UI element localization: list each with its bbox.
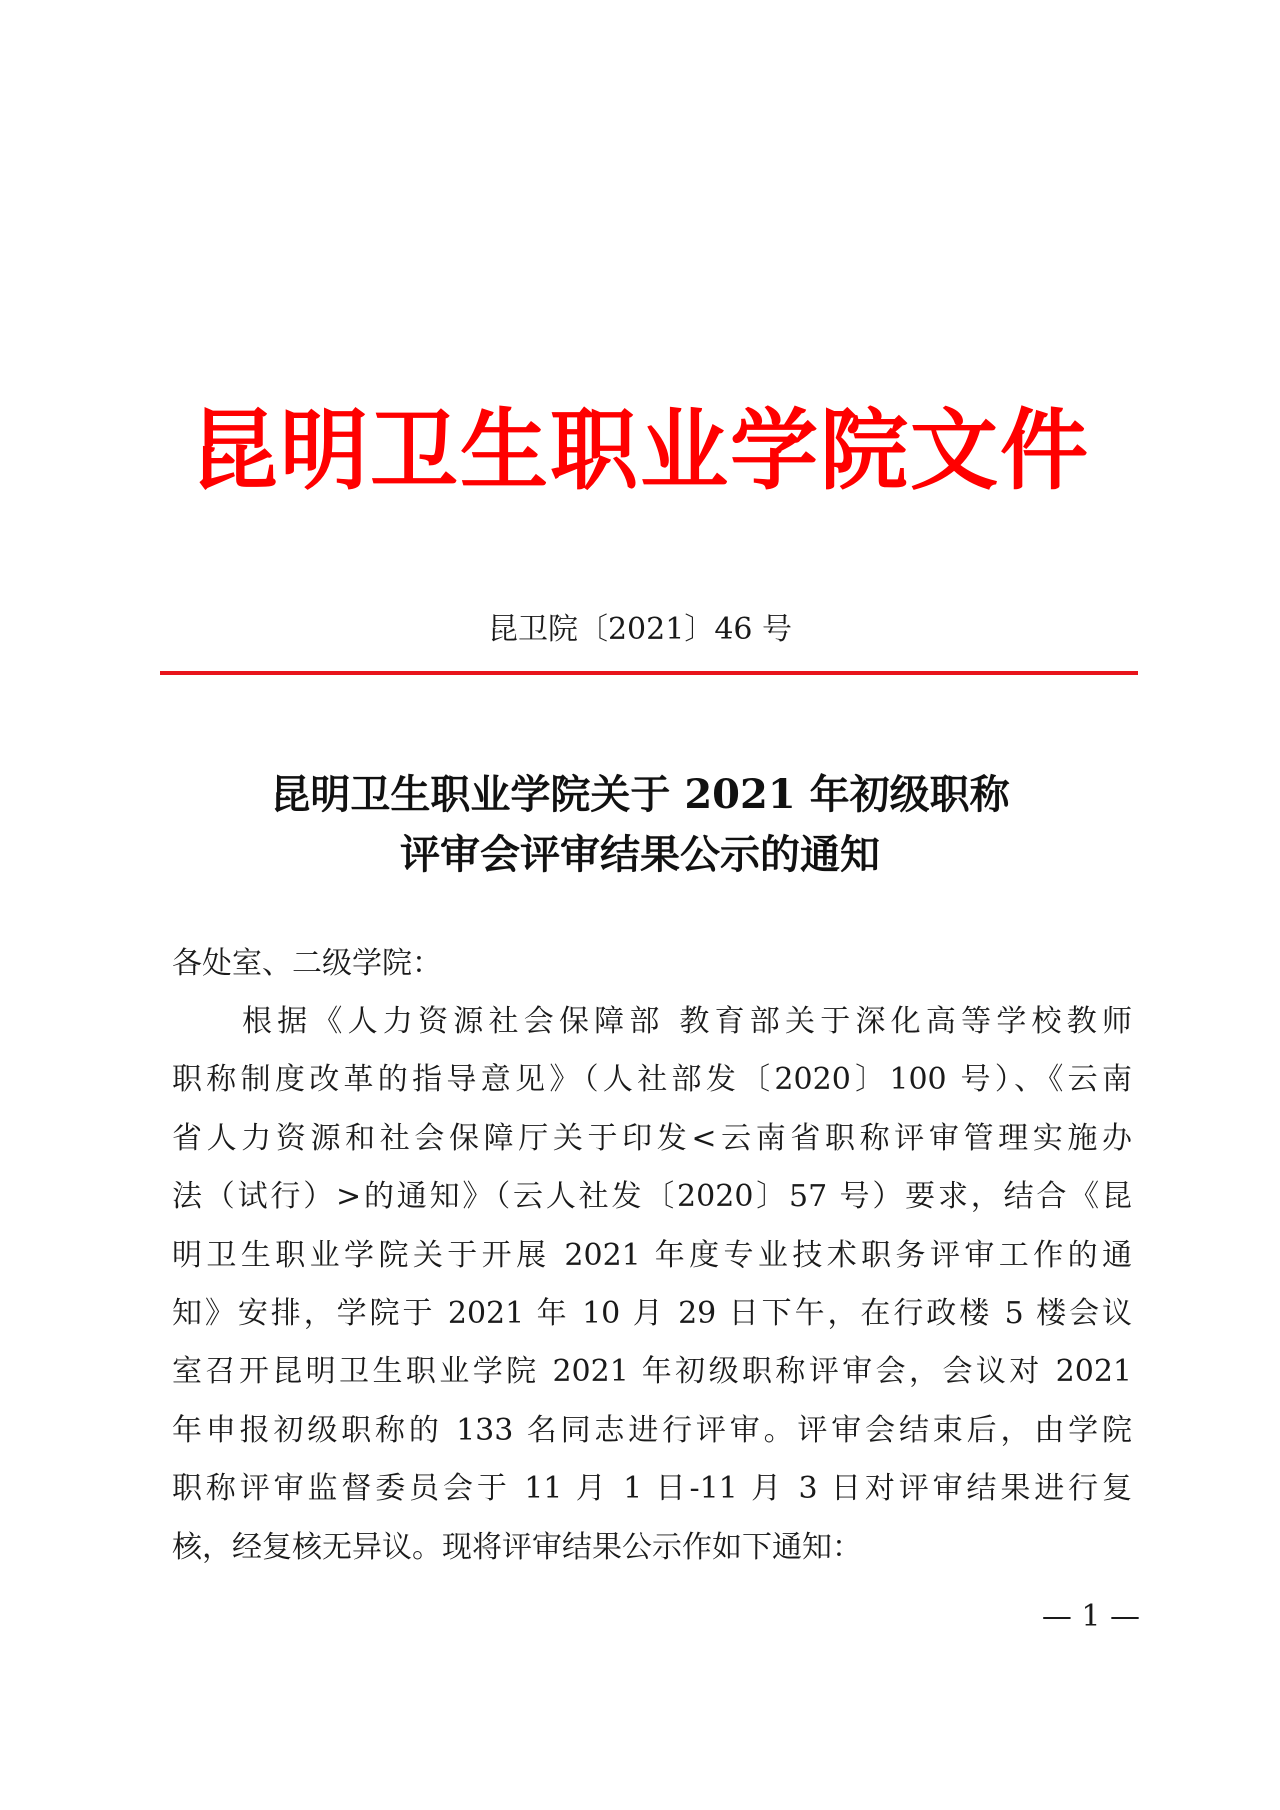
document-title	[0, 765, 1280, 885]
body-line: 核，经复核无异议。现将评审结果公示作如下通知：	[172, 1529, 862, 1565]
body-text	[172, 993, 1132, 1577]
body-line: 年申报初级职称的 133 名同志进行评审。评审会结束后，由学院	[172, 1412, 1132, 1448]
body-line: 职称制度改革的指导意见》（人社部发〔2020〕100 号）、《云南	[172, 1062, 1132, 1098]
salutation: 各处室、二级学院：	[172, 946, 442, 981]
red-separator-line	[160, 671, 1138, 675]
document-number: 昆卫院〔2021〕46 号	[487, 612, 793, 647]
body-line: 职称评审监督委员会于 11 月 1 日-11 月 3 日对评审结果进行复	[172, 1471, 1132, 1507]
body-line: 明卫生职业学院关于开展 2021 年度专业技术职务评审工作的通	[172, 1237, 1132, 1273]
body-line: 室召开昆明卫生职业学院 2021 年初级职称评审会，会议对 2021	[172, 1354, 1132, 1390]
title-line-1: 昆明卫生职业学院关于 2021 年初级职称	[270, 771, 1010, 818]
page-number: — 1 —	[1041, 1599, 1140, 1634]
body-line: 根据《人力资源社会保障部 教育部关于深化高等学校教师	[242, 1004, 1132, 1039]
title-line-2: 评审会评审结果公示的通知	[400, 831, 880, 878]
issuer-header: 昆明卫生职业学院文件	[189, 398, 1090, 502]
body-line: 法（试行）>的通知》（云人社发〔2020〕57 号）要求，结合《昆	[172, 1179, 1132, 1215]
body-line: 省人力资源和社会保障厅关于印发<云南省职称评审管理实施办	[172, 1120, 1132, 1156]
body-line: 知》安排，学院于 2021 年 10 月 29 日下午，在行政楼 5 楼会议	[172, 1295, 1132, 1331]
